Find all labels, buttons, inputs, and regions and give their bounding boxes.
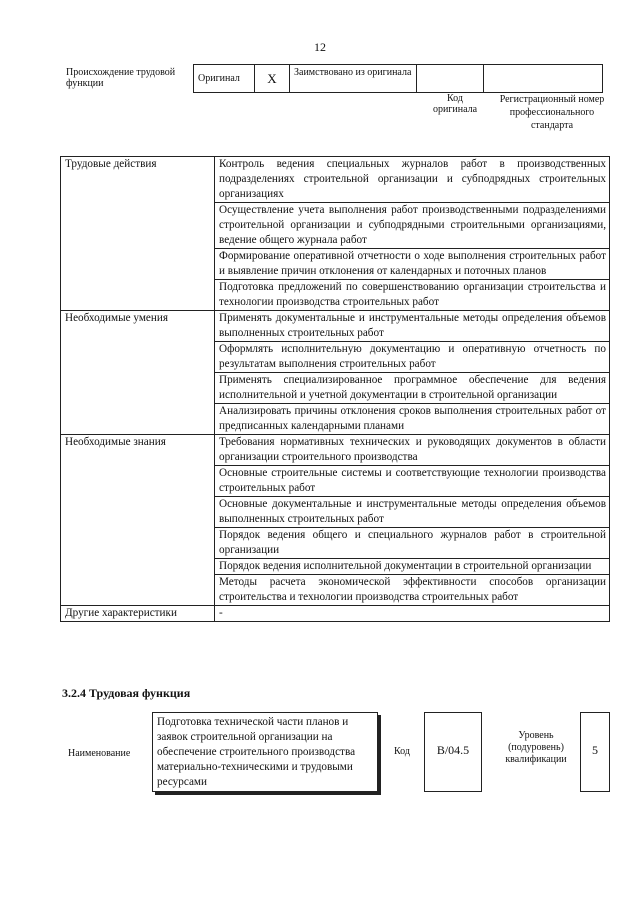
original-mark: X — [255, 65, 290, 93]
original-code-cell — [417, 65, 484, 93]
table-row — [61, 435, 610, 466]
table-cell: Порядок ведения исполнительной документации в строительной организации — [215, 559, 610, 575]
code-label: Код — [394, 746, 410, 757]
page-number: 12 — [314, 40, 326, 54]
section-title: 3.2.4 Трудовая функция — [62, 686, 191, 700]
name-label: Наименование — [68, 748, 131, 759]
level-value-box: 5 — [580, 712, 610, 792]
table-cell: Оформлять исполнительную документацию и оперативную отчетность по результатам выполнения строительных работ — [215, 342, 610, 373]
table-cell: Методы расчета экономической эффективности способов организации строительства и технологии производства строительных работ — [215, 575, 610, 606]
labor-function-table — [60, 156, 610, 622]
table-cell: Основные документальные и инструментальные методы определения объемов выполненных строительных работ — [215, 497, 610, 528]
section-label: Трудовые действия — [61, 157, 215, 311]
table-row — [61, 157, 610, 203]
function-code-box: B/04.5 — [424, 712, 482, 792]
table-row — [61, 606, 610, 622]
table-cell: Применять документальные и инструментальные методы определения объемов выполненных строительных работ — [215, 311, 610, 342]
table-cell: Анализировать причины отклонения сроков выполнения строительных работ от предписанных календарными планами — [215, 404, 610, 435]
code-caption: Код оригинала — [432, 93, 478, 115]
section-label: Другие характеристики — [61, 606, 215, 622]
origin-label: Происхождение трудовой функции — [66, 67, 176, 89]
table-cell: Контроль ведения специальных журналов работ в производственных подразделениях строительной организации и субподрядных строительных организациях — [215, 157, 610, 203]
table-cell: - — [215, 606, 610, 622]
original-cell: Оригинал — [194, 65, 255, 93]
table-cell: Осуществление учета выполнения работ производственными подразделениями строительной организации и субподрядными строительными организациями, ведение общего журнала работ — [215, 203, 610, 249]
table-cell: Порядок ведения общего и специального журналов работ в строительной организации — [215, 528, 610, 559]
registration-number-cell — [484, 65, 603, 93]
table-cell: Формирование оперативной отчетности о ходе выполнения строительных работ и выявление причин отклонения от календарных и поточных планов — [215, 249, 610, 280]
table-cell: Требования нормативных технических и руководящих документов в области организации строительного производства — [215, 435, 610, 466]
origin-table — [193, 64, 603, 93]
table-cell: Подготовка предложений по совершенствованию организации строительства и технологии производства строительных работ — [215, 280, 610, 311]
registration-caption: Регистрационный номер профессионального стандарта — [499, 94, 605, 131]
table-cell: Основные строительные системы и соответствующие технологии производства строительных работ — [215, 466, 610, 497]
borrowed-cell: Заимствовано из оригинала — [290, 65, 417, 93]
function-name-box: Подготовка технической части планов и заявок строительной организации на обеспечение строительного производства материально-техническими и трудовыми ресурсами — [152, 712, 378, 792]
section-label: Необходимые знания — [61, 435, 215, 606]
table-cell: Применять специализированное программное обеспечение для ведения исполнительной и учетной документации в строительной организации — [215, 373, 610, 404]
table-row — [61, 311, 610, 342]
section-label: Необходимые умения — [61, 311, 215, 435]
level-label: Уровень (подуровень) квалификации — [505, 730, 567, 765]
